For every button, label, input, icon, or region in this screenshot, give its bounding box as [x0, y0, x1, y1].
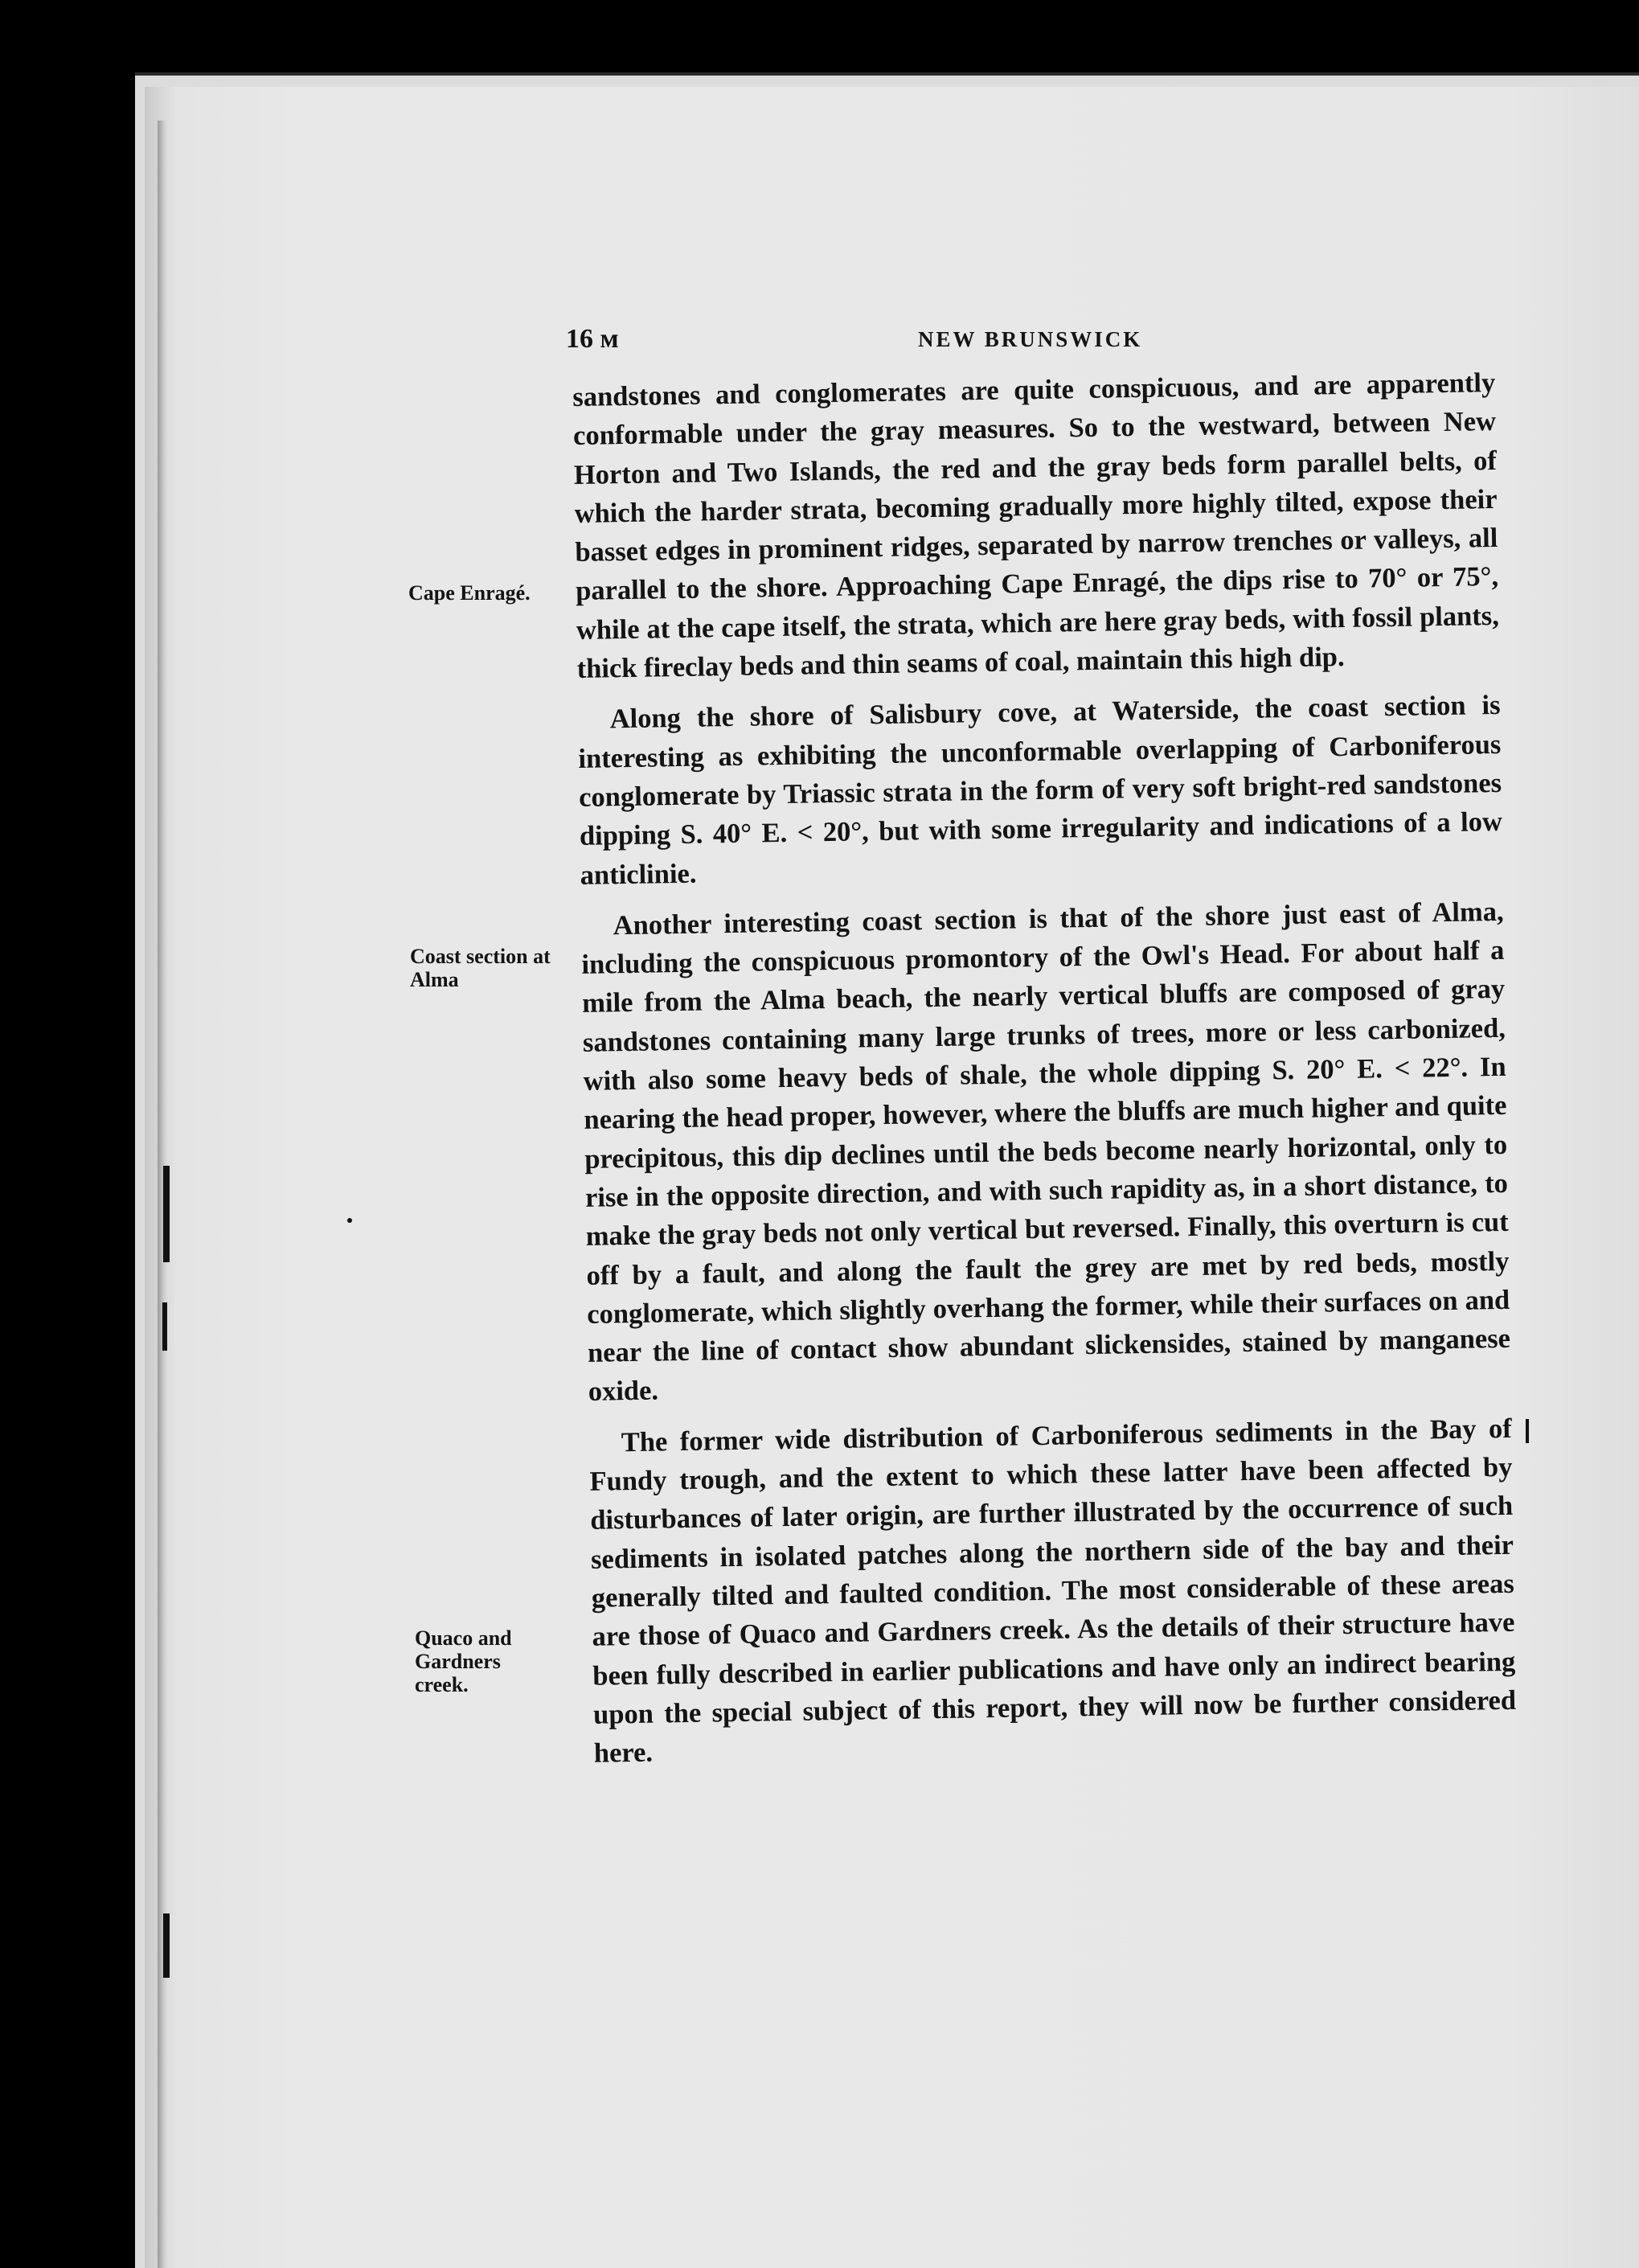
margin-note-coast-section-alma: Coast section at Alma [410, 945, 551, 991]
body-text [572, 363, 1517, 1773]
paragraph: The former wide distribution of Carboniferous sediments in the Bay of Fundy trough, and the extent to which these latter have been affected by disturbances of later origin, are further illustrated by the occurrence of such sediments in isolated patches along the northern side of the bay and their generally tilted and faulted condition. The most considerable of these areas are those of Quaco and Gardners creek. As the details of their structure have been fully described in earlier publications and have only an indirect bearing upon the special subject of this report, they will now be further considered here. [589, 1413, 1517, 1769]
paragraph: sandstones and conglomerates are quite conspicuous, and are apparently conformable under the gray measures. So to the westward, between New Horton and Two Islands, the red and the gray beds form parallel belts, of which the harder strata, becoming gradually more highly tilted, expose their basset edges in prominent ridges, separated by narrow trenches or valleys, all parallel to the shore. Approaching Cape Enragé, the dips rise to 70° or 75°, while at the cape itself, the strata, which are here gray beds, with fossil plants, thick fireclay beds and thin seams of coal, maintain this high dip. [572, 367, 1500, 685]
binding-mark [347, 1218, 352, 1223]
page-number: 16 м [566, 324, 619, 354]
margin-note-quaco-gardners: Quaco and Gardners creek. [415, 1626, 512, 1696]
page-header [566, 324, 1498, 359]
binding-mark [162, 1302, 167, 1351]
running-head: NEW BRUNSWICK [918, 327, 1143, 351]
paragraph: Another interesting coast section is that of the shore just east of Alma, including the conspicuous promontory of the Owl's Head. For about half a mile from the Alma beach, the nearly vertical bluffs are composed of gray sandstones containing many large trunks of trees, more or less carbonized, with also some heavy beds of shale, the whole dipping S. 20° E. < 22°. In nearing the head proper, however, where the bluffs are much higher and quite precipitous, this dip declines until the beds become nearly horizontal, only to rise in the opposite direction, and with such rapidity as, in a short distance, to make the gray beds not only vertical but reversed. Finally, this overturn is cut off by a fault, and along the fault the grey are met by red beds, mostly conglomerate, which slightly overhang the former, while their surfaces on and near the line of contact show abundant slickensides, stained by manganese oxide. [581, 896, 1511, 1408]
binding-mark [163, 1166, 170, 1262]
paragraph: Along the shore of Salisbury cove, at Waterside, the coast section is interesting as exhibiting the unconformable overlapping of Carboniferous conglomerate by Triassic strata in the form of very soft bright-red sandstones dipping S. 40° E. < 20°, but with some irregularity and indications of a low anticlinie. [578, 690, 1503, 891]
margin-note-cape-enrage: Cape Enragé. [408, 581, 531, 605]
binding-mark [163, 1913, 170, 1978]
binding-mark [1526, 1419, 1529, 1443]
